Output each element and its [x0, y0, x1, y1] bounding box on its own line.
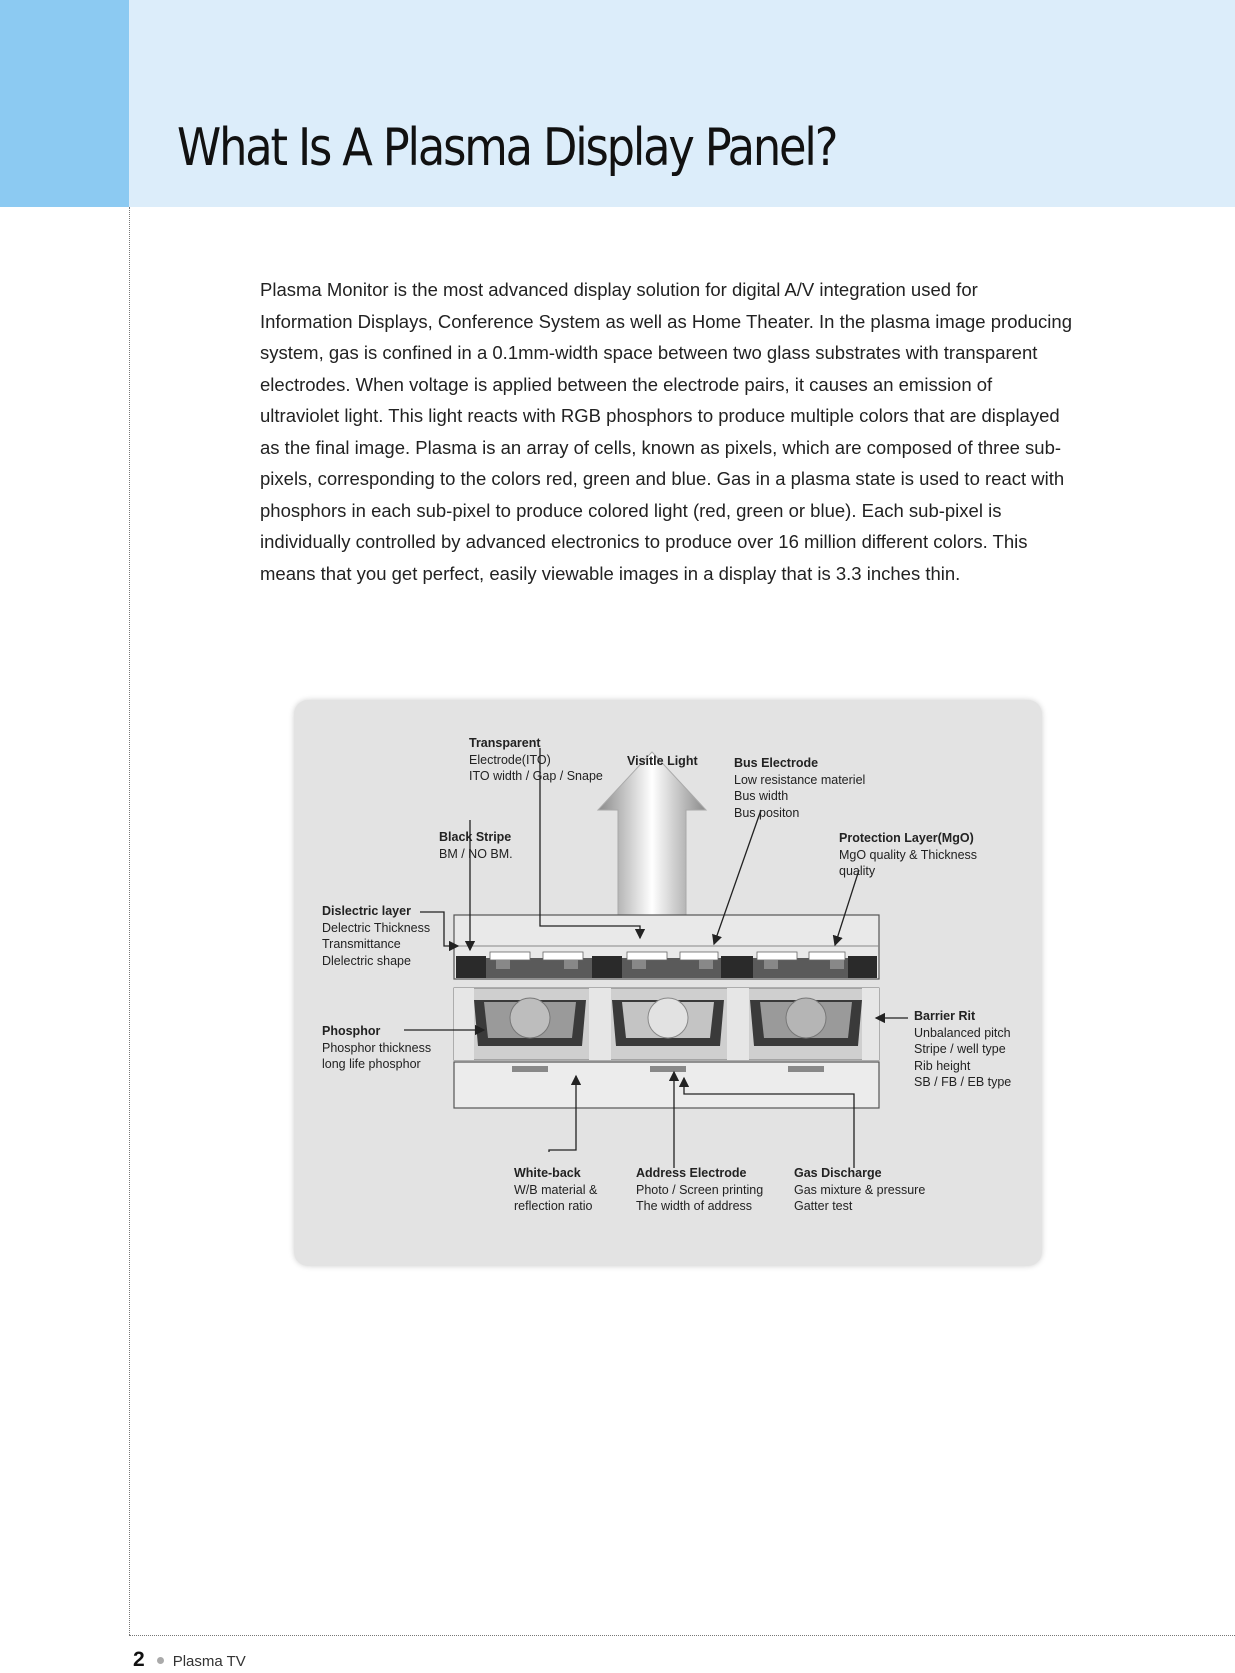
visible-light-arrow	[598, 752, 706, 915]
label-protection-layer: Protection Layer(MgO) MgO quality & Thickness quality	[839, 831, 978, 878]
label-phosphor: Phosphor Phosphor thickness long life phosphor	[322, 1024, 432, 1071]
label-transparent-electrode: Transparent Electrode(ITO) ITO width / Gap / Snape	[469, 736, 603, 783]
label-white-back: White-back W/B material & reflection ratio	[514, 1166, 598, 1213]
label-dielectric-layer: Dislectric layer Delectric Thickness Transmittance Dlelectric shape	[322, 904, 431, 968]
footer-section: Plasma TV	[172, 1653, 246, 1670]
header-tab	[0, 0, 129, 207]
pdp-structure-diagram	[294, 700, 1042, 1266]
discharge-cells	[454, 988, 879, 1060]
footer-divider	[129, 1635, 1235, 1636]
rear-glass-panel	[454, 1062, 879, 1108]
label-barrier-rib: Barrier Rit Unbalanced pitch Stripe / well type Rib height SB / FB / EB type	[914, 1009, 1012, 1089]
label-gas-discharge: Gas Discharge Gas mixture & pressure Gatter test	[794, 1166, 926, 1213]
label-black-stripe: Black Stripe BM / NO BM.	[439, 830, 513, 861]
page-number: 2	[133, 1648, 145, 1671]
page-title: What Is A Plasma Display Panel?	[177, 118, 837, 178]
margin-divider	[129, 207, 130, 1635]
intro-paragraph: Plasma Monitor is the most advanced display solution for digital A/V integration used for Information Displays, Conference System as well as Home Theater. In the plasma image producing system, gas is confined in a 0.1mm-width space between two glass substrates with transparent electrodes. When voltage is applied between the electrode pairs, it causes an emission of ultraviolet light. This light reacts with RGB phosphors to produce multiple colors that are displayed as the final image. Plasma is an array of cells, known as pixels, which are composed of three sub-pixels, corresponding to the colors red, green and blue. Gas in a plasma state is used to react with phosphors in each sub-pixel to produce colored light (red, green or blue). Each sub-pixel is individually controlled by advanced electronics to produce over 16 million different colors. This means that you get perfect, easily viewable images in a display that is 3.3 inches thin.	[260, 279, 1072, 584]
page-footer	[133, 1648, 246, 1672]
label-bus-electrode: Bus Electrode Low resistance materiel Bus width Bus positon	[734, 756, 866, 820]
bullet-dot-icon	[157, 1657, 164, 1664]
front-glass-panel	[454, 915, 879, 979]
label-address-electrode: Address Electrode Photo / Screen printing The width of address	[636, 1166, 764, 1213]
label-visible-light: Visitle Light	[627, 754, 698, 768]
